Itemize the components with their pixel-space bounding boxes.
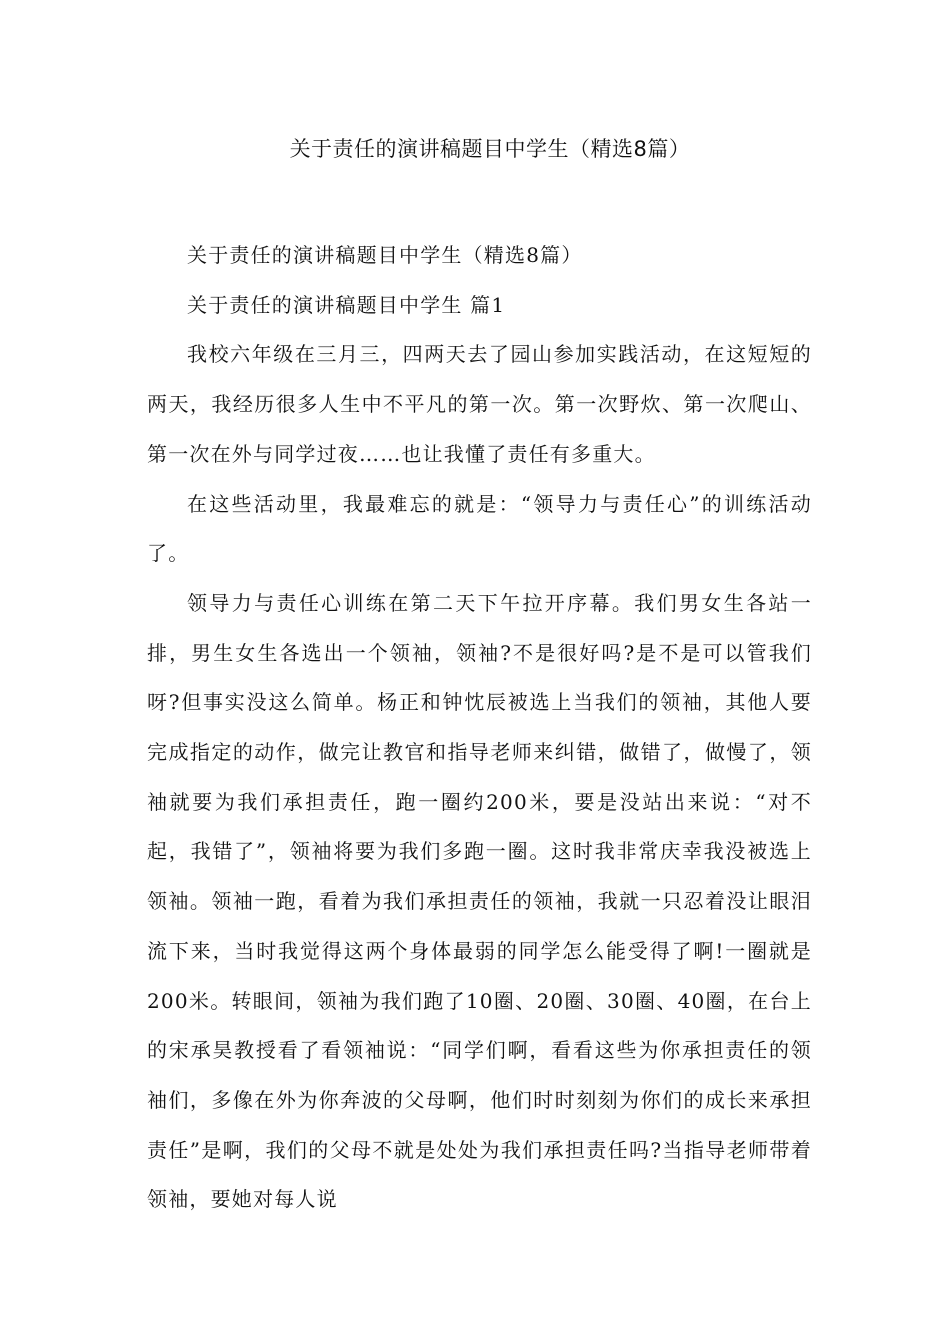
paragraph-section-heading: 关于责任的演讲稿题目中学生 篇1 (187, 292, 506, 317)
paragraph: 在这些活动里，我最难忘的就是：“领导力与责任心”的训练活动了。 (147, 491, 812, 566)
paragraph: 领导力与责任心训练在第二天下午拉开序幕。我们男女生各站一排，男生女生各选出一个领袖，领袖?不是很好吗?是不是可以管我们呀?但事实没这么简单。杨正和钟忱辰被选上当我们的领袖，其他人要完成指定的动作，做完让教官和指导老师来纠错，做错了，做慢了，领袖就要为我们承担责任，跑一圈约200米，要是没站出来说：“对不起，我错了”，领袖将要为我们多跑一圈。这时我非常庆幸我没被选上领袖。领袖一跑，看着为我们承担责任的领袖，我就一只忍着没让眼泪流下来，当时我觉得这两个身体最弱的同学怎么能受得了啊!一圈就是200米。转眼间，领袖为我们跑了10圈、20圈、30圈、40圈，在台上的宋承昊教授看了看领袖说：“同学们啊，看看这些为你承担责任的领袖们，多像在外为你奔波的父母啊，他们时时刻刻为你们的成长来承担责任”是啊，我们的父母不就是处处为我们承担责任吗?当指导老师带着领袖，要她对每人说 (147, 590, 812, 1212)
paragraph: 我校六年级在三月三，四两天去了园山参加实践活动，在这短短的两天，我经历很多人生中不平凡的第一次。第一次野炊、第一次爬山、第一次在外与同学过夜……也让我懂了责任有多重大。 (147, 342, 812, 466)
paragraph-heading: 关于责任的演讲稿题目中学生（精选8篇） (187, 243, 583, 267)
document-title: 关于责任的演讲稿题目中学生（精选8篇） (289, 137, 691, 161)
document-body (147, 231, 812, 1225)
